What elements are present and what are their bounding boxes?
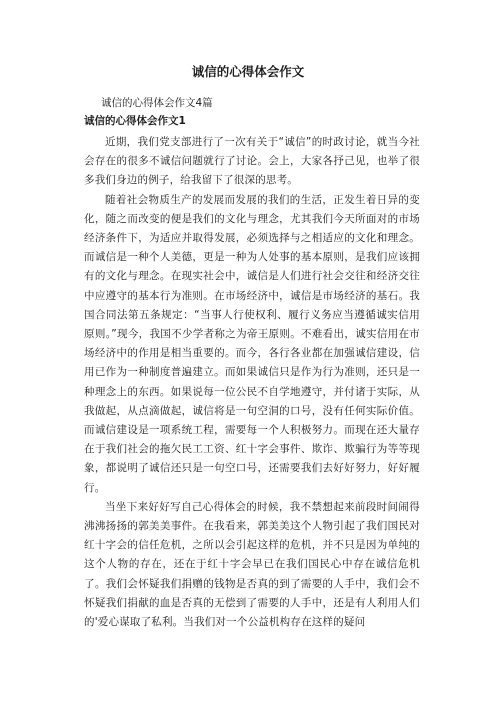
- section-heading: 诚信的心得体会作文1: [84, 115, 186, 127]
- body-paragraph-2: 随着社会物质生产的发展而发展的我们的生活，正发生着日异的变化，随之而改变的便是我们的文化与理念，尤其我们今天所面对的市场经济条件下，为适应并取得发展，必须选择与之相适应的文化和理念。而诚信是一种个人美德，更是一种为人处事的基本原则，是我们应该拥有的文化与理念。在现实社会中，诚信是人们进行社会交往和经济交往中应遵守的基本行为准则。在市场经济中，诚信是市场经济的基石。我国合同法第五条规定：“当事人行使权利、履行义务应当遵循诚实信用原则。”现今，我国不少学者称之为帝王原则。不难看出，诚实信用在市场经济中的作用是相当重要的。而今，各行各业都在加强诚信建设，信用已作为一种制度普遍建立。而如果诚信只是作为行为准则，还只是一种理念上的东西。如果说每一位公民不自学地遵守，并付诸于实际，从我做起，从点滴做起，诚信将是一句空洞的口号，没有任何实际价值。而诚信建设是一项系统工程，需要每一个人积极努力。而现在还大量存在于我们社会的拖欠民工工资、红十字会事件、欺诈、欺骗行为等等现象，都说明了诚信还只是一句空口号，还需要我们去好好努力，好好履行。: [84, 193, 420, 494]
- document-subtitle: 诚信的心得体会作文4篇: [101, 97, 213, 109]
- document-title: 诚信的心得体会作文: [191, 64, 305, 79]
- body-paragraph-3: 当坐下来好好写自己心得体会的时候，我不禁想起来前段时间闹得沸沸扬扬的郭美美事件。在我看来，郭美美这个人物引起了我们国民对红十字会的信任危机，之所以会引起这样的危机，并不只是因为单纯的这个人物的存在，还在于红十字会早已在我们国民心中存在诚信危机了。我们会怀疑我们捐赠的钱物是否真的到了需要的人手中，我们会不怀疑我们捐献的血是否真的无偿到了需要的人手中，还是有人利用人们的'爱心谋取了私利。当我们对一个公益机构存在这样的疑问: [84, 500, 420, 629]
- body-paragraph-1: 近期，我们党支部进行了一次有关于“诚信”的时政讨论，就当今社会存在的很多不诚信问题就行了讨论。会上，大家各抒己见，也举了很多我们身边的例子，给我留下了很深的思考。: [84, 136, 420, 187]
- document-body: [84, 133, 420, 632]
